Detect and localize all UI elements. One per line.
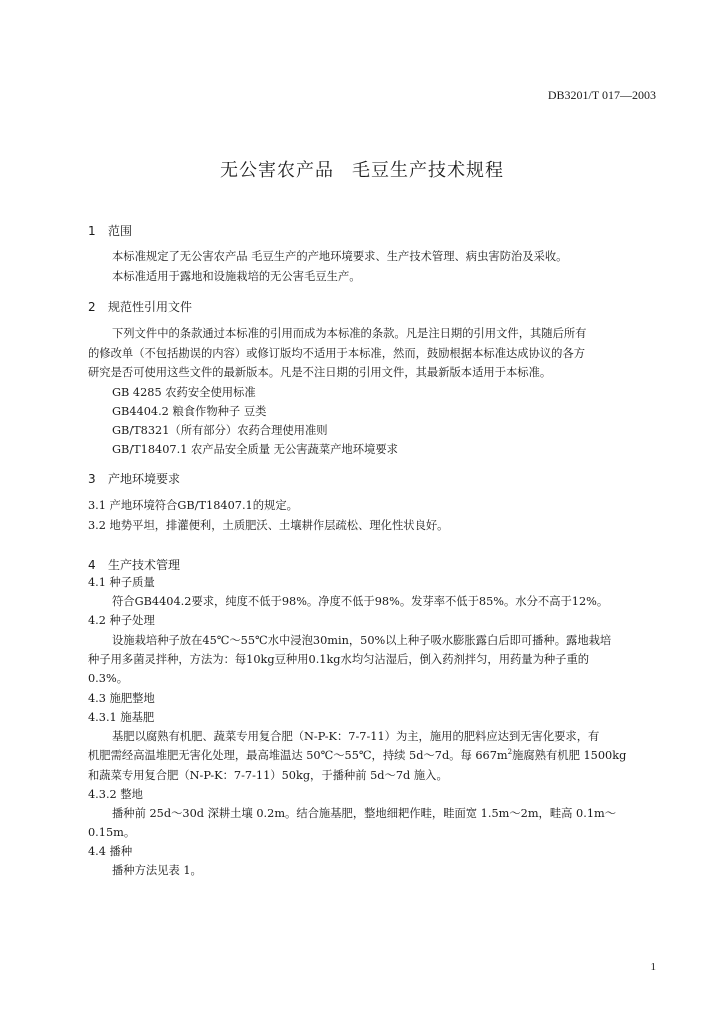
section-1-heading	[88, 222, 132, 239]
superscript: 2	[507, 748, 513, 757]
title-part-1: 无公害农产品	[220, 160, 334, 181]
paragraph: 本标准适用于露地和设施栽培的无公害毛豆生产。	[112, 270, 361, 283]
reference-item: GB/T8321（所有部分）农药合理使用准则	[112, 424, 328, 437]
section-title: 生产技术管理	[108, 558, 181, 572]
section-2-heading	[88, 298, 192, 315]
subsection-title: 4.3.1 施基肥	[88, 711, 155, 724]
section-title: 范围	[108, 224, 133, 238]
subsection-title: 4.1 种子质量	[88, 576, 155, 589]
paragraph-line	[88, 747, 626, 763]
paragraph-line: 基肥以腐熟有机肥、蔬菜专用复合肥（N-P-K：7-7-11）为主，施用的肥料应达到无害化要求，有	[112, 730, 600, 743]
paragraph-line: 的修改单（不包括勘误的内容）或修订版均不适用于本标准，然而，鼓励根据本标准达成协议的各方	[88, 347, 586, 360]
paragraph-line: 研究是否可使用这些文件的最新版本。凡是不注日期的引用文件，其最新版本适用于本标准。	[88, 366, 552, 379]
subsection-title: 4.4 播种	[88, 845, 133, 858]
paragraph: 播种方法见表 1。	[112, 864, 202, 877]
clause: 3.2 地势平坦，排灌便利，土质肥沃、土壤耕作层疏松、理化性状良好。	[88, 519, 449, 532]
clause: 3.1 产地环境符合GB/T18407.1的规定。	[88, 499, 298, 512]
title-part-2: 毛豆生产技术规程	[352, 160, 504, 181]
section-number: 1	[88, 224, 96, 238]
subsection-title: 4.2 种子处理	[88, 614, 155, 627]
reference-item: GB4404.2 粮食作物种子 豆类	[112, 405, 267, 418]
paragraph-line: 0.15m。	[88, 826, 136, 839]
paragraph-line: 设施栽培种子放在45℃～55℃水中浸泡30min，50%以上种子吸水膨胀露白后即可播种。露地栽培	[112, 634, 612, 647]
subsection-title: 4.3 施肥整地	[88, 692, 155, 705]
document-title	[0, 156, 724, 182]
paragraph: 符合GB4404.2要求，纯度不低于98%。净度不低于98%。发芽率不低于85%。水分不高于12%。	[112, 595, 609, 608]
paragraph-line: 种子用多菌灵拌种，方法为：每10kg豆种用0.1kg水均匀沾湿后，倒入药剂拌匀，用药量为种子重的	[88, 653, 590, 666]
paragraph-line: 0.3%。	[88, 672, 128, 685]
section-title: 产地环境要求	[108, 472, 181, 486]
section-3-heading	[88, 470, 180, 487]
section-4-heading	[88, 556, 180, 573]
reference-item: GB 4285 农药安全使用标准	[112, 386, 256, 399]
section-title: 规范性引用文件	[108, 300, 193, 314]
paragraph-line: 下列文件中的条款通过本标准的引用而成为本标准的条款。凡是注日期的引用文件，其随后所有	[112, 327, 587, 340]
reference-item: GB/T18407.1 农产品安全质量 无公害蔬菜产地环境要求	[112, 443, 398, 456]
text-run: 机肥需经高温堆肥无害化处理，最高堆温达 50℃～55℃，持续 5d～7d。每 667m	[88, 749, 508, 762]
paragraph: 本标准规定了无公害农产品 毛豆生产的产地环境要求、生产技术管理、病虫害防治及采收。	[112, 250, 568, 263]
subsection-title: 4.3.2 整地	[88, 788, 143, 801]
standard-code: DB3201/T 017—2003	[547, 88, 656, 102]
paragraph-line: 播种前 25d～30d 深耕土壤 0.2m。结合施基肥，整地细耙作畦，畦面宽 1.5m～2m，畦高 0.1m～	[112, 807, 617, 820]
section-number: 4	[88, 558, 96, 572]
section-number: 3	[88, 472, 96, 486]
section-number: 2	[88, 300, 96, 314]
text-run: 施腐熟有机肥 1500kg	[512, 749, 627, 762]
page-number: 1	[650, 961, 656, 973]
paragraph-line: 和蔬菜专用复合肥（N-P-K：7-7-11）50kg，于播种前 5d～7d 施入。	[88, 769, 448, 782]
